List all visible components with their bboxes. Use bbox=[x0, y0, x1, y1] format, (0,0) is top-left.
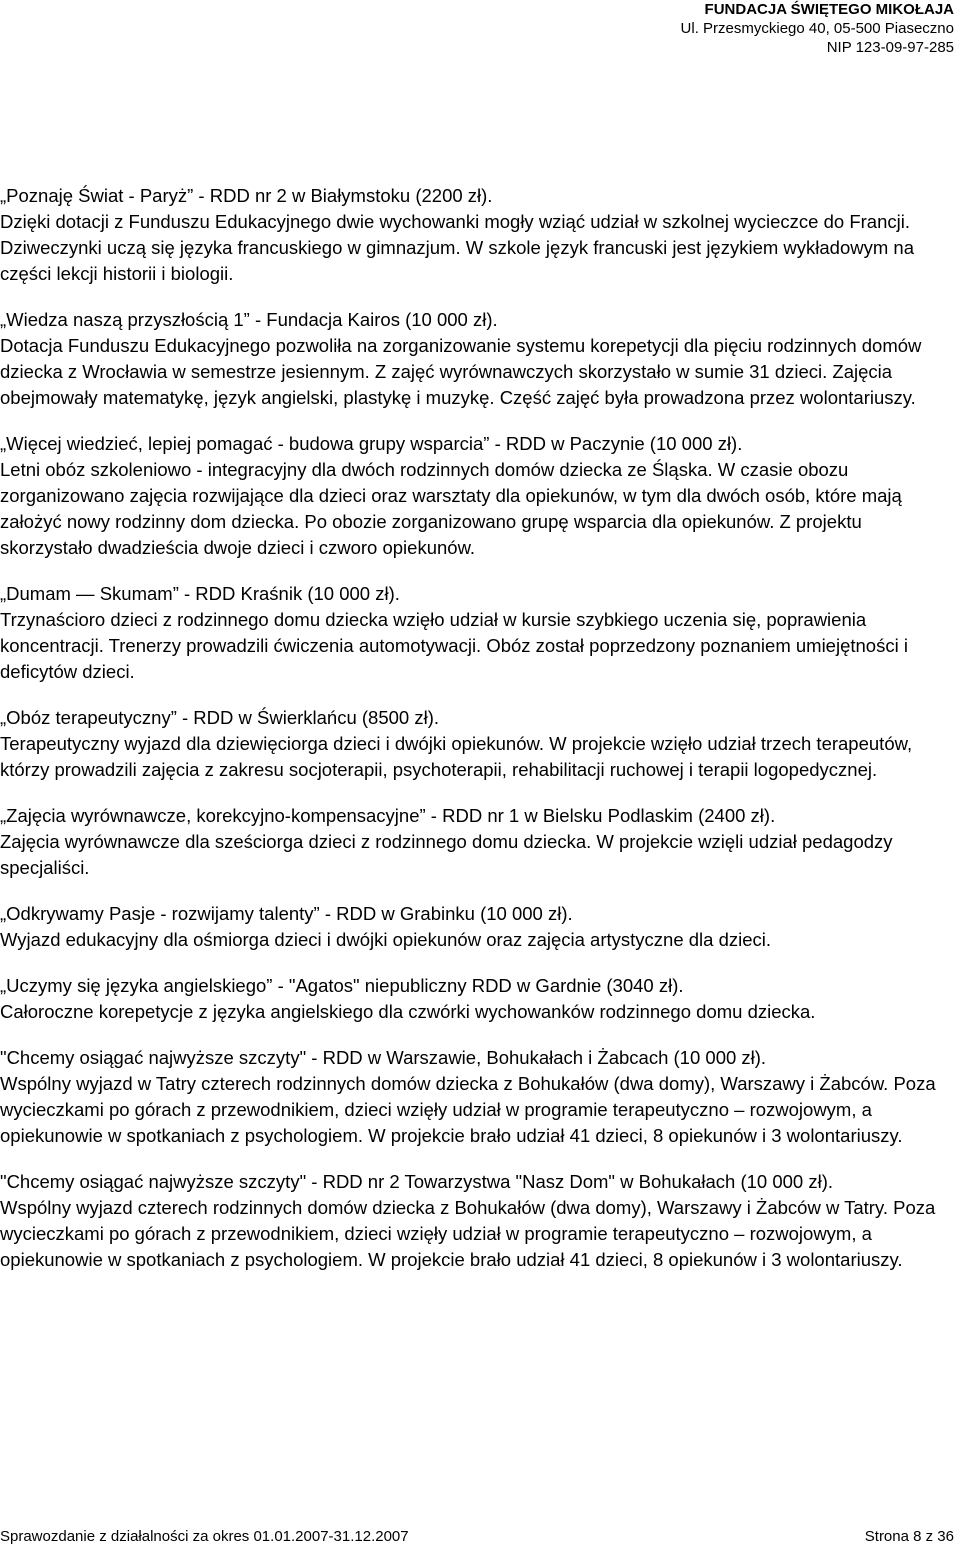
project-title: „Odkrywamy Pasje - rozwijamy talenty” - RDD w Grabinku (10 000 zł). bbox=[0, 903, 573, 924]
project-entry bbox=[0, 705, 952, 783]
page-header bbox=[681, 0, 954, 57]
project-description: Wspólny wyjazd w Tatry czterech rodzinnych domów dziecka z Bohukałów (dwa domy), Warszawy i Żabców. Poza wycieczkami po górach z przewodnikiem, dzieci wzięły udział w programie terapeutyczno – rozwojowym, a opiekunowie w spotkaniach z psychologiem. W projekcie brało udział 41 dzieci, 8 opiekunów i 3 wolontariuszy. bbox=[0, 1073, 936, 1146]
project-description: Dotacja Funduszu Edukacyjnego pozwoliła na zorganizowanie systemu korepetycji dla pięciu rodzinnych domów dziecka z Wrocławia w semestrze jesiennym. Z zajęć wyrównawczych skorzystało w sumie 31 dzieci. Zajęcia obejmowały matematykę, język angielski, plastykę i muzykę. Część zajęć była prowadzona przez wolontariuszy. bbox=[0, 335, 922, 408]
project-description: Dzięki dotacji z Funduszu Edukacyjnego dwie wychowanki mogły wziąć udział w szkolnej wycieczce do Francji. Dziweczynki uczą się języka francuskiego w gimnazjum. W szkole język francuski jest językiem wykładowym na części lekcji historii i biologii. bbox=[0, 211, 914, 284]
project-description: Wyjazd edukacyjny dla ośmiorga dzieci i dwójki opiekunów oraz zajęcia artystyczne dla dzieci. bbox=[0, 929, 772, 950]
project-entry bbox=[0, 431, 952, 561]
project-description: Letni obóz szkoleniowo - integracyjny dla dwóch rodzinnych domów dziecka ze Śląska. W czasie obozu zorganizowano zajęcia rozwijające dla dzieci oraz warsztaty dla opiekunów, w tym dla dwóch osób, które mają założyć nowy rodzinny dom dziecka. Po obozie zorganizowano grupę wsparcia dla opiekunów. Z projektu skorzystało dwadzieścia dwoje dzieci i czworo opiekunów. bbox=[0, 459, 902, 558]
project-description: Terapeutyczny wyjazd dla dziewięciorga dzieci i dwójki opiekunów. W projekcie wzięło udział trzech terapeutów, którzy prowadzili zajęcia z zakresu socjoterapii, psychoterapii, rehabilitacji ruchowej i terapii logopedycznej. bbox=[0, 733, 913, 780]
project-entry bbox=[0, 1045, 952, 1149]
project-entry bbox=[0, 307, 952, 411]
organization-address: Ul. Przesmyckiego 40, 05-500 Piaseczno bbox=[680, 20, 954, 37]
project-description: Wspólny wyjazd czterech rodzinnych domów dziecka z Bohukałów (dwa domy), Warszawy i Żabców w Tatry. Poza wycieczkami po górach z przewodnikiem, dzieci wzięły udział w programie terapeutyczno – rozwojowym, a opiekunowie w spotkaniach z psychologiem. W projekcie brało udział 41 dzieci, 8 opiekunów i 3 wolontariuszy. bbox=[0, 1197, 936, 1270]
page-footer bbox=[0, 1528, 954, 1546]
page-number: Strona 8 z 36 bbox=[864, 1528, 954, 1545]
project-title: „Dumam — Skumam” - RDD Kraśnik (10 000 zł). bbox=[0, 583, 400, 604]
organization-name: FUNDACJA ŚWIĘTEGO MIKOŁAJA bbox=[704, 1, 954, 18]
project-description: Trzynaścioro dzieci z rodzinnego domu dziecka wzięło udział w kursie szybkiego uczenia się, poprawienia koncentracji. Trenerzy prowadzili ćwiczenia automotywacji. Obóz został poprzedzony poznaniem umiejętności i deficytów dzieci. bbox=[0, 609, 908, 682]
document-body bbox=[0, 183, 952, 1293]
project-description: Całoroczne korepetycje z języka angielskiego dla czwórki wychowanków rodzinnego domu dziecka. bbox=[0, 1001, 816, 1022]
project-entry bbox=[0, 973, 952, 1025]
project-title: „Obóz terapeutyczny” - RDD w Świerklańcu (8500 zł). bbox=[0, 707, 440, 728]
project-entry bbox=[0, 803, 952, 881]
report-period: Sprawozdanie z działalności za okres 01.01.2007-31.12.2007 bbox=[0, 1528, 409, 1545]
project-title: "Chcemy osiągać najwyższe szczyty" - RDD nr 2 Towarzystwa "Nasz Dom" w Bohukałach (10 000 zł). bbox=[0, 1171, 834, 1192]
project-description: Zajęcia wyrównawcze dla sześciorga dzieci z rodzinnego domu dziecka. W projekcie wzięli udział pedagodzy specjaliści. bbox=[0, 831, 893, 878]
project-title: „Uczymy się języka angielskiego” - "Agatos" niepubliczny RDD w Gardnie (3040 zł). bbox=[0, 975, 684, 996]
project-title: „Poznaję Świat - Paryż” - RDD nr 2 w Białymstoku (2200 zł). bbox=[0, 185, 493, 206]
project-entry bbox=[0, 1169, 952, 1273]
project-entry bbox=[0, 183, 952, 287]
project-title: „Zajęcia wyrównawcze, korekcyjno-kompensacyjne” - RDD nr 1 w Bielsku Podlaskim (2400 zł). bbox=[0, 805, 776, 826]
organization-nip: NIP 123-09-97-285 bbox=[826, 39, 954, 56]
project-title: „Więcej wiedzieć, lepiej pomagać - budowa grupy wsparcia” - RDD w Paczynie (10 000 zł). bbox=[0, 433, 743, 454]
project-title: „Wiedza naszą przyszłością 1” - Fundacja Kairos (10 000 zł). bbox=[0, 309, 498, 330]
project-entry bbox=[0, 581, 952, 685]
project-title: "Chcemy osiągać najwyższe szczyty" - RDD w Warszawie, Bohukałach i Żabcach (10 000 zł). bbox=[0, 1047, 767, 1068]
project-entry bbox=[0, 901, 952, 953]
